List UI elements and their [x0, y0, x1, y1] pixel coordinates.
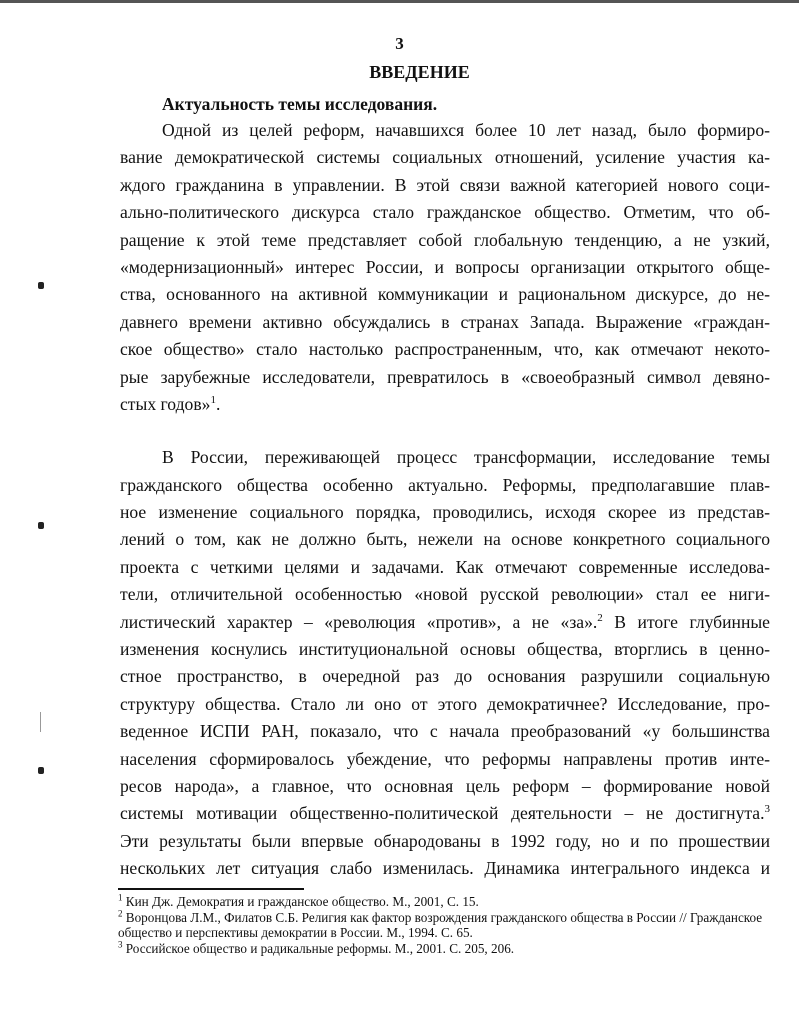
body-text — [120, 117, 770, 883]
text-line — [120, 800, 770, 827]
line-text: ращение к этой теме представляет собой глобальную тенденцию, а не узкий, — [120, 229, 770, 250]
line-text: ское общество» стало настолько распространенным, что, как отмечают некото- — [120, 339, 770, 360]
footnote-text: Кин Дж. Демократия и гражданское общество. М., 2001, С. 15. — [125, 894, 479, 909]
page-number: 3 — [395, 34, 404, 53]
scan-mark — [38, 522, 44, 529]
text-line — [120, 526, 770, 553]
line-text: рые зарубежные исследователи, превратилось в «своеобразный символ девяно- — [120, 366, 770, 387]
line-text: ное изменение социального порядка, проводились, исходя скорее из представ- — [120, 502, 770, 523]
text-line — [120, 199, 770, 226]
text-line — [120, 309, 770, 336]
text-line — [120, 746, 770, 773]
text-line — [120, 144, 770, 171]
line-text: ресов народа», а главное, что основная цель реформ – формирование новой — [120, 775, 770, 796]
footnote-ref: 3 — [764, 803, 770, 816]
footnote-text: Российское общество и радикальные реформы. М., 2001. С. 205, 206. — [125, 940, 515, 956]
text-line — [120, 773, 770, 800]
footnote-text: Воронцова Л.М., Филатов С.Б. Религия как фактор возрождения гражданского общества в России // Гражданское общество и перспективы демократии в России. М., 1994. С. 65. — [118, 909, 763, 940]
text-line — [120, 172, 770, 199]
footnote-number: 1 — [118, 892, 123, 903]
line-text: системы мотивации общественно-политической деятельности – не достигнута. — [120, 803, 765, 824]
line-text: веденное ИСПИ РАН, показало, что с начала преобразований «у большинства — [120, 721, 770, 742]
line-text: стых годов» — [120, 393, 211, 414]
text-line — [120, 336, 770, 363]
line-text: листический характер – «революция «против», а не «за». — [120, 611, 598, 632]
scan-top-border — [0, 0, 799, 3]
footnote — [118, 910, 778, 941]
scan-mark — [38, 767, 44, 774]
line-text: ждого гражданина в управлении. В этой связи важной категорией нового соци- — [120, 174, 770, 195]
section-heading: ВВЕДЕНИЕ — [369, 62, 470, 82]
line-text: Эти результаты были впервые обнародованы в 1992 году, но и по прошествии — [120, 830, 770, 851]
text-line — [120, 718, 770, 745]
text-line — [120, 691, 770, 718]
footnotes — [118, 894, 778, 956]
footnote-separator — [118, 888, 304, 890]
line-text: Одной из целей реформ, начавшихся более 10 лет назад, было формиро- — [162, 120, 770, 140]
footnote — [118, 894, 778, 910]
text-line — [120, 609, 770, 636]
line-text: лений о том, как не должно быть, нежели на основе конкретного социального — [120, 529, 770, 550]
footnote-ref: 1 — [210, 394, 216, 407]
line-text: населения сформировалось убеждение, что реформы направлены против инте- — [120, 748, 770, 769]
footnote-ref: 2 — [597, 611, 603, 624]
line-text: тели, отличительной особенностью «новой русской революции» стал ее ниги- — [120, 584, 770, 605]
line-text: нескольких лет ситуация слабо изменилась. Динамика интегрального индекса и — [120, 858, 770, 879]
footnote — [118, 941, 778, 957]
line-text: В России, переживающей процесс трансформации, исследование темы — [162, 447, 770, 468]
text-line — [120, 391, 770, 418]
text-line — [120, 499, 770, 526]
text-line — [120, 554, 770, 581]
text-line — [120, 472, 770, 499]
line-text: ально-политического дискурса стало гражданское общество. Отметим, что об- — [120, 202, 770, 223]
text-line — [120, 855, 770, 882]
text-line — [120, 281, 770, 308]
line-text: проекта с четкими целями и задачами. Как отмечают современные исследова- — [120, 556, 770, 577]
text-line — [120, 227, 770, 254]
scan-mark — [38, 282, 44, 289]
line-text: вание демократической системы социальных отношений, усиление участия ка- — [120, 147, 770, 168]
footnote-number: 2 — [118, 908, 123, 919]
text-line — [120, 364, 770, 391]
line-text: «модернизационный» интерес России, и вопросы организации открытого обще- — [120, 256, 770, 277]
line-text: давнего времени активно обсуждались в странах Запада. Выражение «граждан- — [120, 311, 770, 332]
text-line — [120, 581, 770, 608]
line-text: гражданского общества особенно актуально. Реформы, предполагавшие плав- — [120, 474, 770, 495]
footnote-number: 3 — [118, 939, 123, 950]
line-text-after: . — [215, 393, 221, 414]
text-line — [120, 117, 770, 144]
line-text: структуру общества. Стало ли оно от этого демократичнее? Исследование, про- — [120, 693, 770, 714]
subheading: Актуальность темы исследования. — [162, 94, 438, 114]
text-line — [120, 663, 770, 690]
line-text: ства, основанного на активной коммуникации и рациональном дискурсе, до не- — [120, 284, 770, 305]
line-text-after: В итоге глубинные — [602, 611, 770, 632]
text-line — [120, 636, 770, 663]
scan-mark — [40, 712, 41, 732]
text-line — [120, 254, 770, 281]
line-text: изменения коснулись институциональной основы общества, вторглись в ценно- — [120, 639, 770, 660]
text-line — [120, 444, 770, 471]
text-line — [120, 828, 770, 855]
line-text: стное пространство, в очередной раз до основания разрушили социальную — [120, 666, 770, 687]
